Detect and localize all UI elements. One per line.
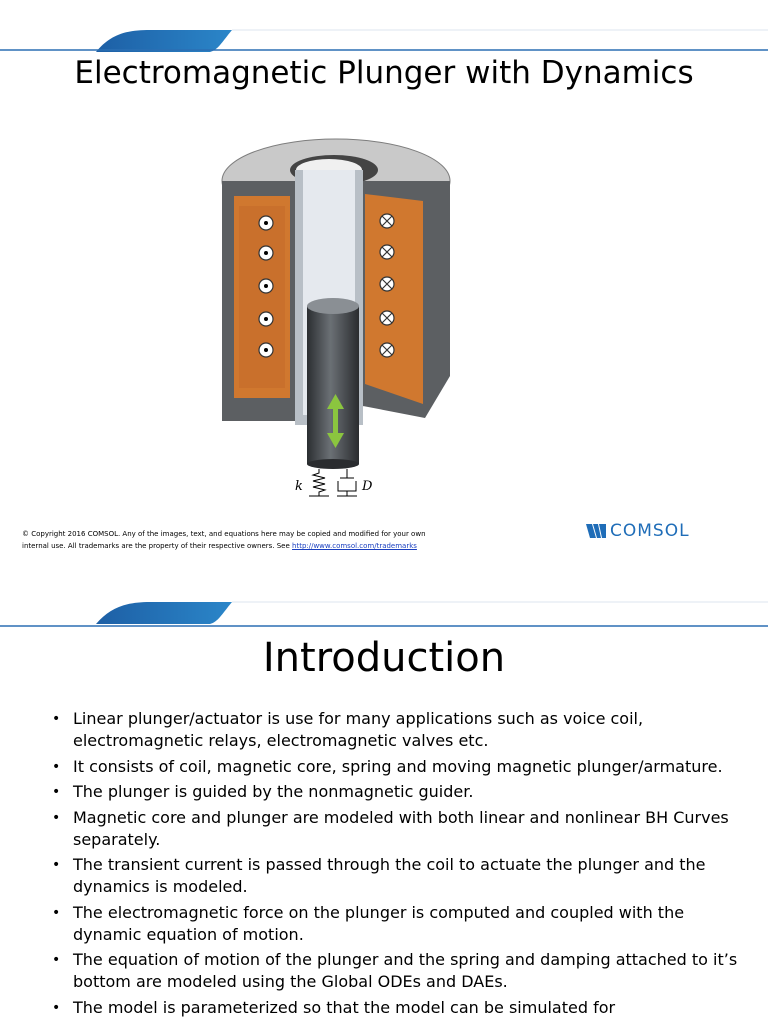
header-banner (0, 0, 768, 60)
list-item: • The electromagnetic force on the plunger is computed and coupled with the dynamic equation of motion. (50, 902, 740, 946)
plunger-illustration (205, 126, 475, 498)
spring-icon (313, 469, 325, 496)
copyright-line2: internal use. All trademarks are the property of their respective owners. See (22, 542, 290, 550)
list-item: • Linear plunger/actuator is use for many applications such as voice coil, electromagnetic relays, electromagnetic valves etc. (50, 708, 740, 752)
copyright-line1: © Copyright 2016 COMSOL. Any of the images, text, and equations here may be copied and modified for your own (22, 530, 426, 538)
comsol-logo-icon (586, 524, 606, 538)
bullet-list (50, 708, 740, 1022)
list-item: • The plunger is guided by the nonmagnetic guider. (50, 781, 740, 803)
list-item: • The transient current is passed through the coil to actuate the plunger and the dynamics is modeled. (50, 854, 740, 898)
damper-icon (337, 469, 357, 496)
trademarks-link[interactable]: http://www.comsol.com/trademarks (292, 542, 417, 550)
damper-label: D (362, 479, 373, 494)
list-item: • The equation of motion of the plunger and the spring and damping attached to it’s bottom are modeled using the Global ODEs and DAEs. (50, 949, 740, 993)
slide-title: Introduction (262, 635, 506, 681)
copyright-notice (22, 528, 492, 552)
list-item: • It consists of coil, magnetic core, spring and moving magnetic plunger/armature. (50, 756, 740, 778)
slide-title: Electromagnetic Plunger with Dynamics (74, 55, 694, 91)
list-item: • The model is parameterized so that the model can be simulated for (50, 997, 740, 1019)
comsol-logo-text: COMSOL (610, 521, 690, 541)
spring-label: k (295, 479, 303, 494)
list-item: • Magnetic core and plunger are modeled with both linear and nonlinear BH Curves separately. (50, 807, 740, 851)
comsol-logo (586, 520, 690, 542)
slide-gap (0, 576, 768, 586)
introduction-slide (0, 586, 768, 1024)
